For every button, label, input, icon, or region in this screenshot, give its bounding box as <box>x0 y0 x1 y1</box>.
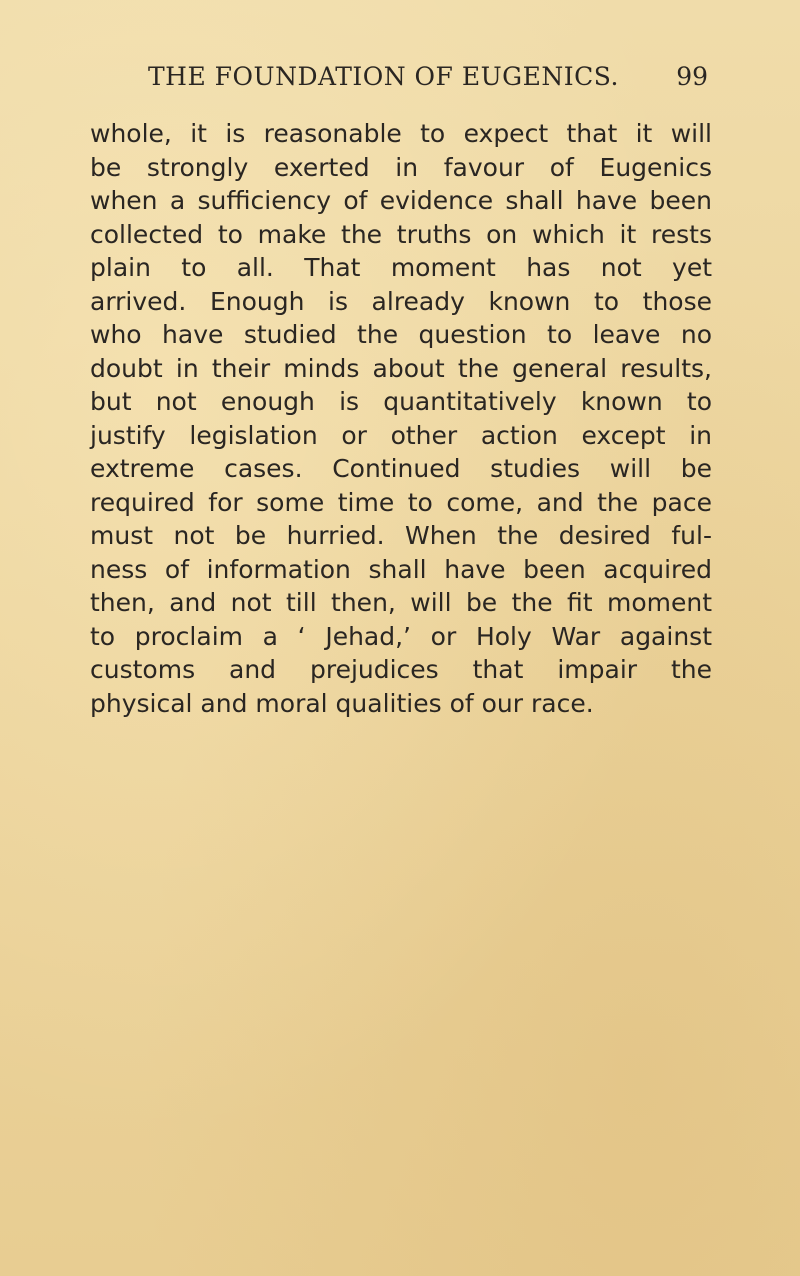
text-line: justify legislation or other action except in <box>90 420 712 450</box>
body-paragraph <box>90 117 712 720</box>
text-line: arrived. Enough is already known to those <box>90 286 712 316</box>
running-title: THE FOUNDATION OF EUGENICS. <box>148 62 619 91</box>
text-line: to proclaim a ‘ Jehad,’ or Holy War against <box>90 621 712 651</box>
running-head <box>148 62 708 98</box>
text-line: whole, it is reasonable to expect that it will <box>90 119 712 148</box>
text-line: must not be hurried. When the desired ful- <box>90 521 712 550</box>
text-line: customs and prejudices that impair the <box>90 655 712 684</box>
page-number: 99 <box>676 62 708 91</box>
text-line: collected to make the truths on which it rests <box>90 219 712 249</box>
text-line: ness of information shall have been acquired <box>90 554 712 584</box>
text-line: who have studied the question to leave no <box>90 320 712 349</box>
text-line: required for some time to come, and the pace <box>90 487 712 517</box>
text-line: physical and moral qualities of our race. <box>90 688 594 718</box>
text-line: then, and not till then, will be the fit moment <box>90 588 712 617</box>
text-line: extreme cases. Continued studies will be <box>90 454 712 483</box>
text-line: plain to all. That moment has not yet <box>90 253 712 282</box>
text-line: doubt in their minds about the general results, <box>90 353 712 383</box>
text-line: be strongly exerted in favour of Eugenics <box>90 152 712 182</box>
text-line: when a sufficiency of evidence shall have been <box>90 186 712 215</box>
text-line: but not enough is quantitatively known to <box>90 387 712 416</box>
